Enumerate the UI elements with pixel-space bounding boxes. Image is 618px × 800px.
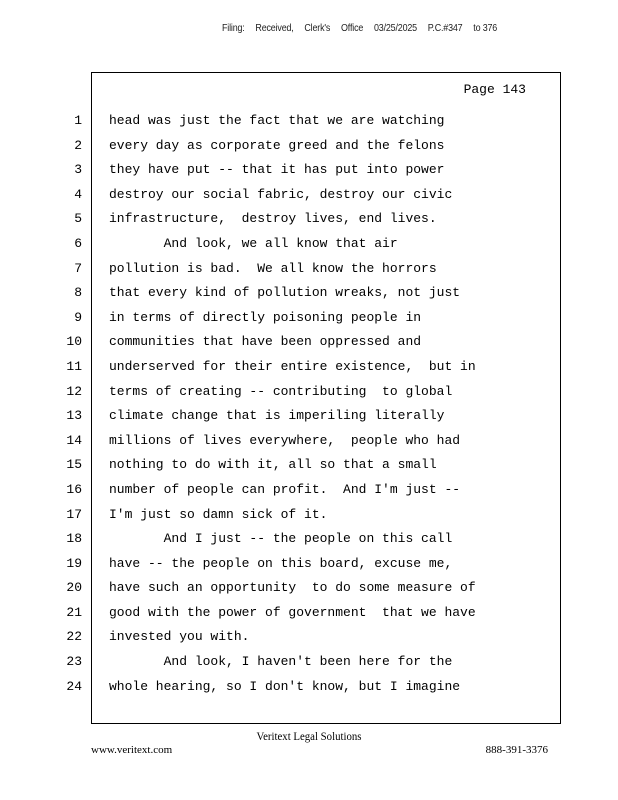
- line-text: underserved for their entire existence, but in: [109, 358, 476, 374]
- filing-page-range: to 376: [473, 22, 498, 34]
- line-number: 19: [66, 555, 82, 571]
- transcript-line: [0, 429, 618, 454]
- footer-company: Veritext Legal Solutions: [256, 729, 362, 743]
- line-number: 3: [74, 162, 82, 178]
- transcript-line: [0, 257, 618, 282]
- transcript-lines: [0, 109, 618, 699]
- transcript-line: [0, 478, 618, 503]
- line-number: 8: [74, 285, 82, 301]
- transcript-line: [0, 527, 618, 552]
- transcript-line: [0, 158, 618, 183]
- transcript-line: [0, 675, 618, 700]
- line-number: 21: [66, 604, 82, 620]
- line-number: 10: [66, 334, 82, 350]
- line-text: communities that have been oppressed and: [109, 334, 422, 350]
- line-number: 11: [66, 358, 82, 374]
- line-number: 20: [66, 580, 82, 596]
- line-text: in terms of directly poisoning people in: [109, 309, 422, 325]
- line-number: 7: [74, 260, 82, 276]
- line-number: 22: [66, 629, 82, 645]
- line-number: 14: [66, 432, 82, 448]
- transcript-line: [0, 109, 618, 134]
- line-text: terms of creating -- contributing to global: [109, 383, 453, 399]
- transcript-line: [0, 650, 618, 675]
- filing-date: 03/25/2025: [373, 22, 417, 34]
- line-number: 18: [66, 531, 82, 547]
- line-text: destroy our social fabric, destroy our civic: [109, 186, 453, 202]
- transcript-line: [0, 503, 618, 528]
- line-text: good with the power of government that we have: [109, 604, 476, 620]
- line-text: And look, we all know that air: [109, 235, 398, 251]
- line-number: 2: [74, 137, 82, 153]
- transcript-line: [0, 330, 618, 355]
- filing-pc-number: P.C.#347: [427, 22, 463, 34]
- line-text: nothing to do with it, all so that a small: [109, 457, 437, 473]
- line-number: 16: [66, 481, 82, 497]
- line-number: 9: [74, 309, 82, 325]
- transcript-line: [0, 404, 618, 429]
- line-text: every day as corporate greed and the felons: [109, 137, 445, 153]
- line-number: 4: [74, 186, 82, 202]
- transcript-line: [0, 355, 618, 380]
- line-text: number of people can profit. And I'm just --: [109, 481, 461, 497]
- filing-label: Filing:: [222, 22, 245, 34]
- filing-received: Received,: [255, 22, 294, 34]
- line-text: I'm just so damn sick of it.: [109, 506, 328, 522]
- filing-office: Office: [341, 22, 364, 34]
- line-text: infrastructure, destroy lives, end lives.: [109, 211, 437, 227]
- filing-header: [222, 22, 506, 34]
- transcript-line: [0, 453, 618, 478]
- transcript-line: [0, 281, 618, 306]
- line-text: whole hearing, so I don't know, but I imagine: [109, 678, 461, 694]
- line-number: 15: [66, 457, 82, 473]
- page-number: Page 143: [463, 82, 526, 97]
- footer-website: www.veritext.com: [91, 744, 173, 756]
- line-text: have -- the people on this board, excuse me,: [109, 555, 453, 571]
- footer-phone: 888-391-3376: [485, 744, 548, 756]
- transcript-line: [0, 306, 618, 331]
- transcript-line: [0, 625, 618, 650]
- line-number: 17: [66, 506, 82, 522]
- filing-clerk: Clerk's: [304, 22, 331, 34]
- transcript-line: [0, 207, 618, 232]
- line-text: have such an opportunity to do some measure of: [109, 580, 476, 596]
- line-number: 24: [66, 678, 82, 694]
- line-text: And I just -- the people on this call: [109, 531, 453, 547]
- transcript-line: [0, 183, 618, 208]
- transcript-line: [0, 134, 618, 159]
- line-number: 23: [66, 654, 82, 670]
- transcript-line: [0, 576, 618, 601]
- line-number: 13: [66, 408, 82, 424]
- line-text: invested you with.: [109, 629, 250, 645]
- line-text: that every kind of pollution wreaks, not just: [109, 285, 461, 301]
- line-number: 1: [74, 113, 82, 128]
- transcript-line: [0, 552, 618, 577]
- line-number: 12: [66, 383, 82, 399]
- line-number: 5: [74, 211, 82, 227]
- transcript-line: [0, 601, 618, 626]
- line-text: head was just the fact that we are watching: [109, 113, 445, 128]
- line-text: they have put -- that it has put into power: [109, 162, 445, 178]
- line-text: pollution is bad. We all know the horrors: [109, 260, 437, 276]
- line-text: climate change that is imperiling literally: [109, 408, 445, 424]
- transcript-line: [0, 380, 618, 405]
- line-text: millions of lives everywhere, people who had: [109, 432, 461, 448]
- line-text: And look, I haven't been here for the: [109, 654, 453, 670]
- transcript-line: [0, 232, 618, 257]
- line-number: 6: [74, 235, 82, 251]
